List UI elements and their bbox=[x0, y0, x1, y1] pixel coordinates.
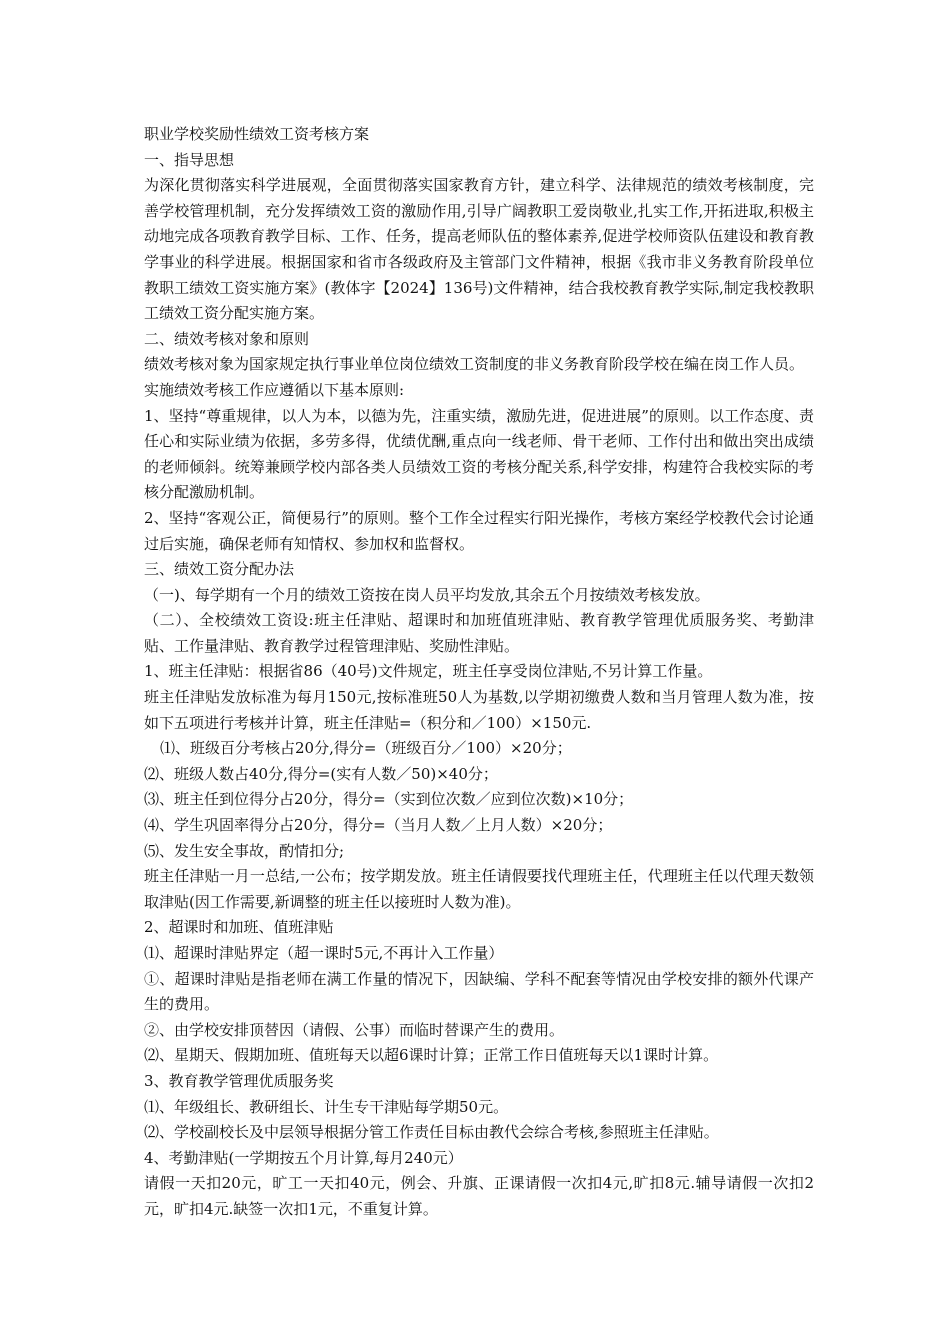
section-heading-2: 二、绩效考核对象和原则 bbox=[144, 329, 310, 348]
paragraph-principle-1: 1、坚持“尊重规律，以人为本，以德为先，注重实绩，激励先进，促进进展”的原则。以工作态度、责任心和实际业绩为依据，多劳多得，优绩优酬,重点向一线老师、骨干老师、工作付出和做出突出成绩的老师倾斜。统筹兼顾学校内部各类人员绩效工资的考核分配关系,科学安排，构建符合我校实际的考核分配激励机制。 bbox=[144, 406, 814, 502]
list-item-4: ⑷、学生巩固率得分占20分，得分=（当月人数／上月人数）×20分； bbox=[144, 816, 613, 835]
paragraph-assessment-object: 绩效考核对象为国家规定执行事业单位岗位绩效工资制度的非义务教育阶段学校在编在岗工作人员。 bbox=[144, 355, 805, 374]
service-award-2: ⑵、学校副校长及中层领导根据分管工作责任目标由教代会综合考核,参照班主任津贴。 bbox=[144, 1123, 719, 1142]
item-distribution-1: （一)、每学期有一个月的绩效工资按在岗人员平均发放,其余五个月按绩效考核发放。 bbox=[144, 585, 710, 604]
item-head-teacher-allowance: 1、班主任津贴：根据省86（40号)文件规定，班主任享受岗位津贴,不另计算工作量。 bbox=[144, 662, 713, 681]
item-service-award-heading: 3、教育教学管理优质服务奖 bbox=[144, 1071, 334, 1090]
service-award-1: ⑴、年级组长、教研组长、计生专干津贴每学期50元。 bbox=[144, 1097, 509, 1116]
list-item-5: ⑸、发生安全事故，酌情扣分; bbox=[144, 841, 345, 860]
overtime-point-2: ②、由学校安排顶替因（请假、公事）而临时替课产生的费用。 bbox=[144, 1020, 565, 1039]
section-heading-1: 一、指导思想 bbox=[144, 150, 235, 169]
paragraph-principles-intro: 实施绩效考核工作应遵循以下基本原则: bbox=[144, 380, 405, 399]
overtime-weekend: ⑵、星期天、假期加班、值班每天以超6课时计算；正常工作日值班每天以1课时计算。 bbox=[144, 1046, 719, 1065]
list-item-2: ⑵、班级人数占40分,得分=(实有人数／50)×40分； bbox=[144, 764, 498, 783]
list-item-3: ⑶、班主任到位得分占20分，得分=（实到位次数／应到位次数)×10分； bbox=[144, 790, 634, 809]
item-distribution-2: （二）、全校绩效工资设:班主任津贴、超课时和加班值班津贴、教育教学管理优质服务奖、考勤津贴、工作量津贴、教育教学过程管理津贴、奖励性津贴。 bbox=[144, 611, 814, 655]
document-body bbox=[144, 122, 814, 1223]
overtime-point-1: ①、超课时津贴是指老师在满工作量的情况下，因缺编、学科不配套等情况由学校安排的额外代课产生的费用。 bbox=[144, 969, 814, 1014]
paragraph-allowance-summary: 班主任津贴一月一总结,一公布；按学期发放。班主任请假要找代理班主任，代理班主任以代理天数领取津贴(因工作需要,新调整的班主任以接班时人数为准)。 bbox=[144, 867, 814, 911]
paragraph-principle-2: 2、坚持“客观公正，简便易行”的原则。整个工作全过程实行阳光操作，考核方案经学校教代会讨论通过后实施，确保老师有知情权、参加权和监督权。 bbox=[144, 508, 814, 553]
section-heading-3: 三、绩效工资分配办法 bbox=[144, 560, 295, 579]
item-overtime-heading: 2、超课时和加班、值班津贴 bbox=[144, 918, 334, 937]
item-attendance-heading: 4、考勤津贴(一学期按五个月计算,每月240元） bbox=[144, 1148, 463, 1167]
paragraph-guiding-thought: 为深化贯彻落实科学进展观，全面贯彻落实国家教育方针，建立科学、法律规范的绩效考核制度，完善学校管理机制，充分发挥绩效工资的激励作用,引导广阔教职工爱岗敬业,扎实工作,开拓进取,积极主动地完成各项教育教学目标、工作、任务，提高老师队伍的整体素养,促进学校师资队伍建设和教育教学事业的科学进展。根据国家和省市各级政府及主管部门文件精神，根据《我市非义务教育阶段单位教职工绩效工资实施方案》(教体字【2024】136号)文件精神，结合我校教育教学实际,制定我校教职工绩效工资分配实施方案。 bbox=[144, 176, 814, 323]
attendance-rules: 请假一天扣20元，旷工一天扣40元，例会、升旗、正课请假一次扣4元,旷扣8元.辅导请假一次扣2元，旷扣4元.缺签一次扣1元，不重复计算。 bbox=[144, 1174, 814, 1218]
list-item-1: ⑴、班级百分考核占20分,得分=（班级百分／100）×20分； bbox=[160, 739, 572, 758]
overtime-definition: ⑴、超课时津贴界定（超一课时5元,不再计入工作量） bbox=[144, 944, 504, 962]
paragraph-allowance-standard: 班主任津贴发放标准为每月150元,按标准班50人为基数,以学期初缴费人数和当月管理人数为准，按如下五项进行考核并计算，班主任津贴=（积分和／100）×150元. bbox=[144, 688, 814, 732]
document-title: 职业学校奖励性绩效工资考核方案 bbox=[144, 125, 370, 143]
